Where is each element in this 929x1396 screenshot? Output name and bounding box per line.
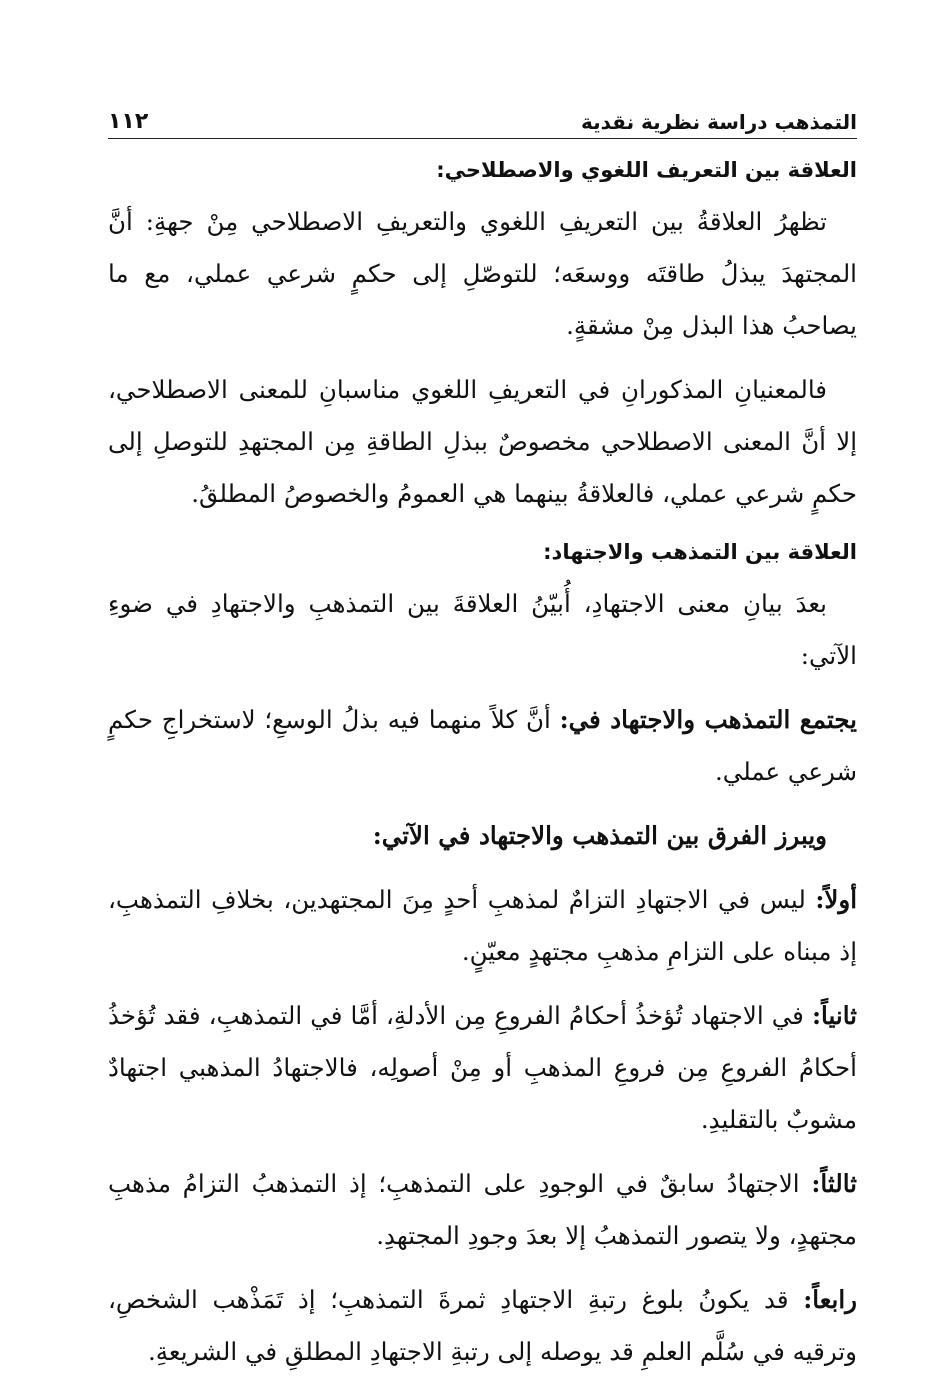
point-item <box>108 874 857 978</box>
lead-phrase: يجتمع التمذهب والاجتهاد في: <box>559 705 858 734</box>
point-text: ليس في الاجتهادِ التزامٌ لمذهبِ أحدٍ مِنَ المجتهدين، بخلافِ التمذهبِ، إذ مبناه على التزامِ مذهبِ مجتهدٍ معيّنٍ. <box>108 885 857 966</box>
paragraph-text: أنَّ كلاً منهما فيه بذلُ الوسعِ؛ لاستخراجِ حكمٍ شرعي عملي. <box>108 705 857 786</box>
paragraph: تظهرُ العلاقةُ بين التعريفِ اللغوي والتعريفِ الاصطلاحي مِنْ جهةِ: أنَّ المجتهدَ يبذلُ طاقتَه ووسعَه؛ للتوصّلِ إلى حكمٍ شرعي عملي، مع ما يصاحبُ هذا البذل مِنْ مشقةٍ. <box>108 207 857 340</box>
point-item <box>108 1274 857 1378</box>
paragraph-common <box>108 694 857 798</box>
point-text: الاجتهادُ سابقٌ في الوجودِ على التمذهبِ؛ إذ التمذهبُ التزامُ مذهبِ مجتهدٍ، ولا يتصور التمذهبُ إلا بعدَ وجودِ المجتهدِ. <box>108 1169 857 1250</box>
point-label: أولاً: <box>815 885 857 914</box>
point-item <box>108 990 857 1146</box>
running-title: التمذهب دراسة نظرية نقدية <box>580 110 857 134</box>
page-number: ١١٢ <box>108 109 149 134</box>
point-label: ثانياً: <box>811 1001 857 1030</box>
paragraph: فالمعنيانِ المذكورانِ في التعريفِ اللغوي مناسبانِ للمعنى الاصطلاحي، إلا أنَّ المعنى الاصطلاحي مخصوصٌ ببذلِ الطاقةِ مِن المجتهدِ للتوصلِ إلى حكمٍ شرعي عملي، فالعلاقةُ بينهما هي العمومُ والخصوصُ المطلقُ. <box>108 375 857 508</box>
difference-heading: ويبرز الفرق بين التمذهب والاجتهاد في الآتي: <box>372 821 827 850</box>
page-body <box>108 150 857 1390</box>
point-text: قد يكونُ بلوغ رتبةِ الاجتهادِ ثمرةَ التمذهبِ؛ إذ تَمَذْهب الشخصِ، وترقيه في سُلَّم العلمِ قد يوصله إلى رتبةِ الاجتهادِ المطلقِ في الشريعةِ. <box>108 1285 857 1366</box>
running-header <box>108 98 857 139</box>
point-label: رابعاً: <box>803 1285 857 1314</box>
section-heading-linguistic-technical: العلاقة بين التعريف اللغوي والاصطلاحي: <box>436 158 857 182</box>
section-heading-madhhab-ijtihad: العلاقة بين التمذهب والاجتهاد: <box>543 540 857 564</box>
point-text: في الاجتهاد تُؤخذُ أحكامُ الفروعِ مِن الأدلةِ، أمَّا في التمذهبِ، فقد تُؤخذُ أحكامُ الفروعِ مِن فروعِ المذهبِ أو مِنْ أصولِه، فالاجتهادُ المذهبي اجتهادٌ مشوبٌ بالتقليدِ. <box>108 1001 857 1134</box>
paragraph-intro: بعدَ بيانِ معنى الاجتهادِ، أُبيّنُ العلاقةَ بين التمذهبِ والاجتهادِ في ضوءِ الآتي: <box>108 589 857 670</box>
point-item <box>108 1158 857 1262</box>
point-label: ثالثاً: <box>811 1169 857 1198</box>
